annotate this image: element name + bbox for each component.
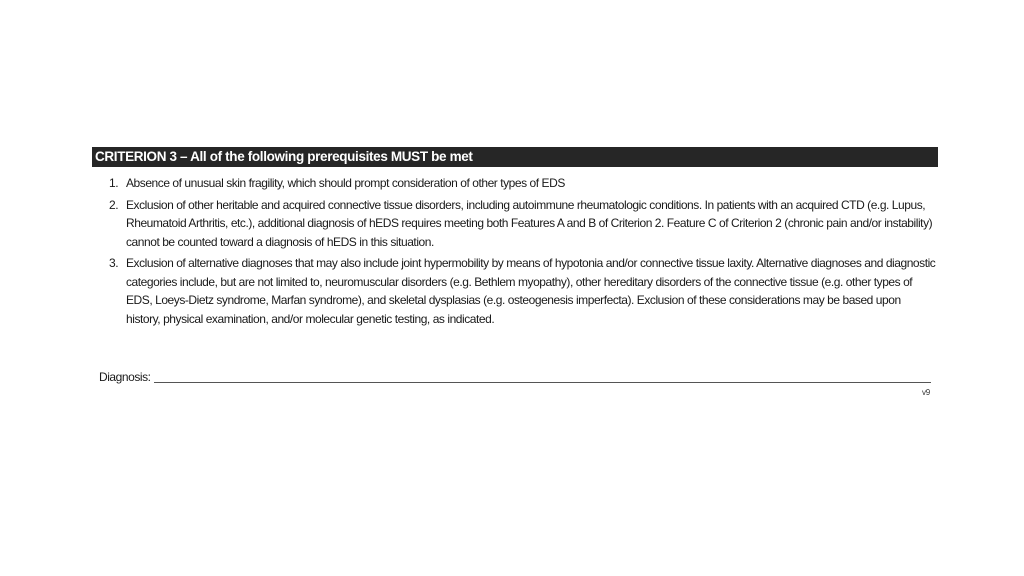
item-number <box>92 196 126 252</box>
list-item <box>92 174 938 193</box>
criterion-3-section <box>92 147 938 397</box>
version-tag: v9 <box>921 388 930 397</box>
list-item <box>92 254 938 328</box>
diagnosis-label: Diagnosis: <box>99 370 151 384</box>
diagnosis-input-line[interactable] <box>154 370 931 383</box>
list-item <box>92 196 938 252</box>
item-number <box>92 254 126 328</box>
prerequisites-list <box>92 174 938 328</box>
item-number-label: 2. <box>109 197 119 212</box>
item-text: Exclusion of other heritable and acquired connective tissue disorders, including autoimmune rheumatologic conditions. In patients with an acquired CTD (e.g. Lupus, Rheumatoid Arthritis, etc.), additional diagnosis of hEDS requires meeting both Features A and B of Criterion 2. Feature C of Criterion 2 (chronic pain and/or instability) cannot be counted toward a diagnosis of hEDS in this situation. <box>126 197 933 249</box>
item-text: Absence of unusual skin fragility, which should prompt consideration of other types of EDS <box>126 176 565 190</box>
item-number <box>92 174 126 193</box>
item-text: Exclusion of alternative diagnoses that may also include joint hypermobility by means of hypotonia and/or connective tissue laxity. Alternative diagnoses and diagnostic categories include, but are not limited to, neuromuscular disorders (e.g. Bethlem myopathy), other hereditary disorders of the connective tissue (e.g. other types of EDS, Loeys-Dietz syndrome, Marfan syndrome), and skeletal dysplasias (e.g. osteogenesis imperfecta). Exclusion of these considerations may be based upon history, physical examination, and/or molecular genetic testing, as indicated. <box>126 256 936 326</box>
item-number-label: 1. <box>109 176 119 190</box>
item-number-label: 3. <box>109 256 119 270</box>
diagnosis-row <box>99 369 931 385</box>
criterion-heading: CRITERION 3 – All of the following prerequisites MUST be met <box>92 147 938 167</box>
